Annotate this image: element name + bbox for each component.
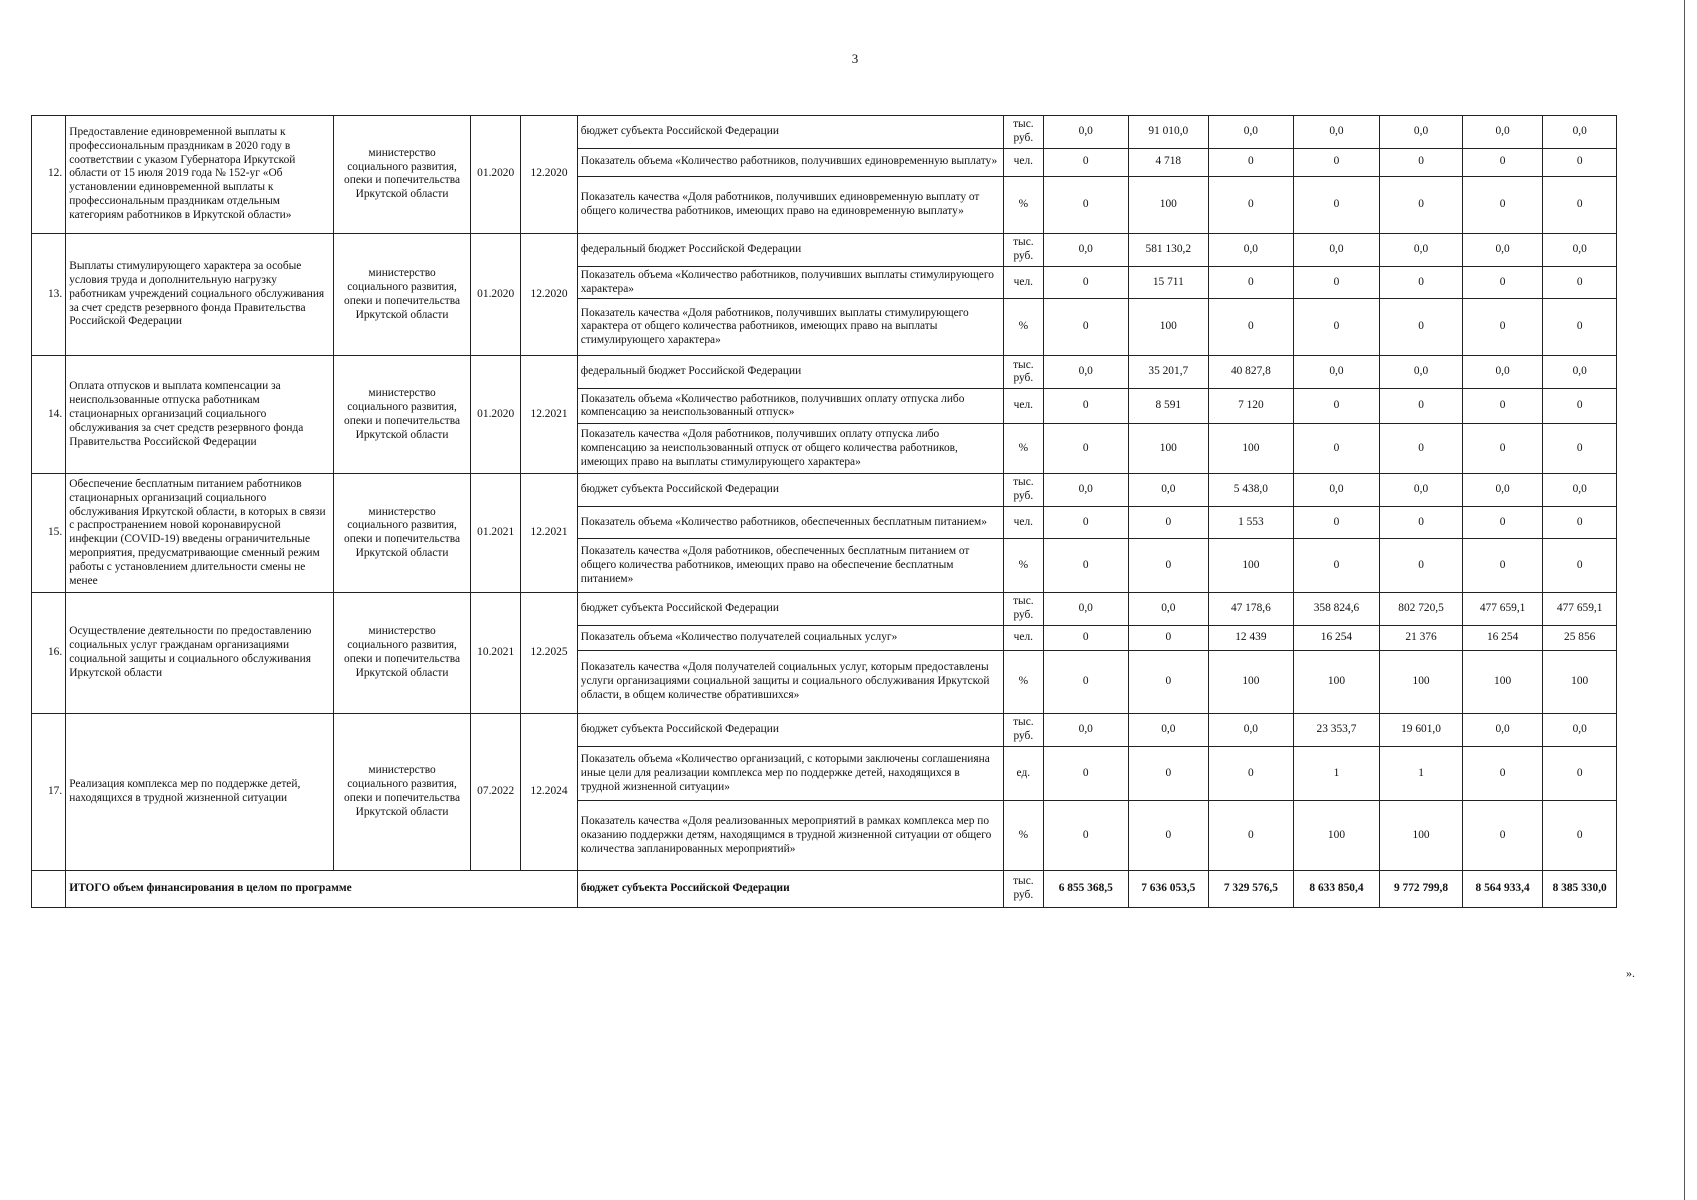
measure-name: Предоставление единовременной выплаты к профессиональным праздникам в 2020 году в соответствии с указом Губернатора Иркутской области от 15 июля 2019 года № 152-уг «Об установлении единовременной выплаты к профессиональным праздникам отдельным категориям работников в Иркутской области» bbox=[66, 116, 334, 234]
value-cell: 0 bbox=[1380, 507, 1463, 539]
value-cell: 100 bbox=[1543, 651, 1617, 714]
value-cell: 0 bbox=[1209, 747, 1294, 801]
responsible-executor: министерство социального развития, опеки и попечительства Иркутской области bbox=[334, 714, 471, 871]
value-cell: 0 bbox=[1043, 176, 1128, 233]
indicator-name: Показатель объема «Количество получателей социальных услуг» bbox=[577, 626, 1003, 651]
value-cell: 0,0 bbox=[1043, 233, 1128, 266]
value-cell: 0 bbox=[1462, 801, 1543, 871]
total-value: 6 855 368,5 bbox=[1043, 871, 1128, 908]
value-cell: 0,0 bbox=[1543, 474, 1617, 507]
value-cell: 0 bbox=[1209, 801, 1294, 871]
unit-of-measure: тыс. руб. bbox=[1003, 593, 1043, 626]
value-cell: 0 bbox=[1209, 266, 1294, 299]
unit-of-measure: чел. bbox=[1003, 507, 1043, 539]
unit-of-measure: тыс. руб. bbox=[1003, 356, 1043, 389]
value-cell: 581 130,2 bbox=[1128, 233, 1209, 266]
value-cell: 1 bbox=[1380, 747, 1463, 801]
value-cell: 0 bbox=[1543, 424, 1617, 474]
unit-of-measure: тыс. руб. bbox=[1003, 714, 1043, 747]
value-cell: 0,0 bbox=[1462, 116, 1543, 149]
value-cell: 40 827,8 bbox=[1209, 356, 1294, 389]
value-cell: 0,0 bbox=[1293, 233, 1380, 266]
start-date: 01.2020 bbox=[471, 116, 521, 234]
value-cell: 0,0 bbox=[1293, 116, 1380, 149]
value-cell: 477 659,1 bbox=[1462, 593, 1543, 626]
value-cell: 100 bbox=[1462, 651, 1543, 714]
value-cell: 21 376 bbox=[1380, 626, 1463, 651]
value-cell: 0 bbox=[1293, 148, 1380, 176]
value-cell: 0 bbox=[1128, 539, 1209, 593]
value-cell: 0 bbox=[1043, 539, 1128, 593]
total-unit: тыс. руб. bbox=[1003, 871, 1043, 908]
unit-of-measure: чел. bbox=[1003, 148, 1043, 176]
value-cell: 0 bbox=[1043, 651, 1128, 714]
value-cell: 0,0 bbox=[1543, 233, 1617, 266]
total-value: 8 385 330,0 bbox=[1543, 871, 1617, 908]
value-cell: 0 bbox=[1543, 299, 1617, 356]
value-cell: 0,0 bbox=[1380, 474, 1463, 507]
indicator-name: Показатель качества «Доля работников, получивших единовременную выплату от общего количества работников, имеющих право на единовременную выплату» bbox=[577, 176, 1003, 233]
value-cell: 0 bbox=[1543, 801, 1617, 871]
value-cell: 0 bbox=[1293, 176, 1380, 233]
indicator-name: Показатель качества «Доля работников, получивших оплату отпуска либо компенсацию за неиспользованный отпуск от общего количества работников, имеющих право на выплаты стимулирующего характера» bbox=[577, 424, 1003, 474]
value-cell: 4 718 bbox=[1128, 148, 1209, 176]
table-row bbox=[32, 116, 1617, 149]
value-cell: 0 bbox=[1380, 389, 1463, 424]
value-cell: 0 bbox=[1462, 148, 1543, 176]
value-cell: 0,0 bbox=[1209, 116, 1294, 149]
value-cell: 0 bbox=[1543, 539, 1617, 593]
program-table bbox=[31, 115, 1617, 908]
end-date: 12.2021 bbox=[521, 474, 577, 593]
value-cell: 1 bbox=[1293, 747, 1380, 801]
value-cell: 0 bbox=[1043, 626, 1128, 651]
table-row bbox=[32, 714, 1617, 747]
value-cell: 16 254 bbox=[1293, 626, 1380, 651]
unit-of-measure: тыс. руб. bbox=[1003, 116, 1043, 149]
value-cell: 0,0 bbox=[1543, 116, 1617, 149]
end-date: 12.2020 bbox=[521, 233, 577, 356]
value-cell: 0 bbox=[1293, 266, 1380, 299]
value-cell: 0,0 bbox=[1380, 233, 1463, 266]
total-value: 7 329 576,5 bbox=[1209, 871, 1294, 908]
value-cell: 0 bbox=[1462, 299, 1543, 356]
unit-of-measure: ед. bbox=[1003, 747, 1043, 801]
value-cell: 100 bbox=[1293, 651, 1380, 714]
row-number: 15. bbox=[32, 474, 66, 593]
total-value: 8 633 850,4 bbox=[1293, 871, 1380, 908]
value-cell: 100 bbox=[1293, 801, 1380, 871]
value-cell: 0,0 bbox=[1128, 474, 1209, 507]
value-cell: 15 711 bbox=[1128, 266, 1209, 299]
value-cell: 0,0 bbox=[1543, 356, 1617, 389]
start-date: 10.2021 bbox=[471, 593, 521, 714]
value-cell: 0 bbox=[1380, 176, 1463, 233]
value-cell: 358 824,6 bbox=[1293, 593, 1380, 626]
unit-of-measure: чел. bbox=[1003, 626, 1043, 651]
value-cell: 0,0 bbox=[1293, 474, 1380, 507]
row-number: 14. bbox=[32, 356, 66, 474]
value-cell: 0,0 bbox=[1043, 714, 1128, 747]
value-cell: 0 bbox=[1380, 539, 1463, 593]
unit-of-measure: чел. bbox=[1003, 266, 1043, 299]
measure-name: Оплата отпусков и выплата компенсации за неиспользованные отпуска работникам стационарных организаций социального обслуживания за счет средств резервного фонда Правительства Российской Федерации bbox=[66, 356, 334, 474]
value-cell: 0 bbox=[1128, 626, 1209, 651]
value-cell: 0 bbox=[1462, 747, 1543, 801]
table-row bbox=[32, 233, 1617, 266]
value-cell: 0 bbox=[1043, 148, 1128, 176]
value-cell: 8 591 bbox=[1128, 389, 1209, 424]
unit-of-measure: % bbox=[1003, 299, 1043, 356]
unit-of-measure: чел. bbox=[1003, 389, 1043, 424]
responsible-executor: министерство социального развития, опеки и попечительства Иркутской области bbox=[334, 233, 471, 356]
value-cell: 0 bbox=[1293, 539, 1380, 593]
total-indicator: бюджет субъекта Российской Федерации bbox=[577, 871, 1003, 908]
value-cell: 0 bbox=[1043, 747, 1128, 801]
start-date: 01.2020 bbox=[471, 356, 521, 474]
value-cell: 0 bbox=[1128, 507, 1209, 539]
table-row bbox=[32, 356, 1617, 389]
unit-of-measure: % bbox=[1003, 651, 1043, 714]
unit-of-measure: % bbox=[1003, 424, 1043, 474]
value-cell: 0 bbox=[1043, 507, 1128, 539]
value-cell: 0 bbox=[1293, 299, 1380, 356]
value-cell: 0 bbox=[1209, 299, 1294, 356]
value-cell: 802 720,5 bbox=[1380, 593, 1463, 626]
end-date: 12.2025 bbox=[521, 593, 577, 714]
indicator-name: бюджет субъекта Российской Федерации bbox=[577, 593, 1003, 626]
value-cell: 0,0 bbox=[1543, 714, 1617, 747]
value-cell: 0 bbox=[1380, 148, 1463, 176]
value-cell: 0 bbox=[1543, 507, 1617, 539]
value-cell: 0,0 bbox=[1128, 593, 1209, 626]
start-date: 07.2022 bbox=[471, 714, 521, 871]
value-cell: 23 353,7 bbox=[1293, 714, 1380, 747]
row-number: 17. bbox=[32, 714, 66, 871]
unit-of-measure: тыс. руб. bbox=[1003, 474, 1043, 507]
value-cell: 0,0 bbox=[1128, 714, 1209, 747]
value-cell: 0 bbox=[1543, 148, 1617, 176]
table-row bbox=[32, 593, 1617, 626]
total-value: 8 564 933,4 bbox=[1462, 871, 1543, 908]
value-cell: 100 bbox=[1209, 539, 1294, 593]
closing-quote: ». bbox=[1626, 966, 1635, 980]
value-cell: 100 bbox=[1128, 424, 1209, 474]
value-cell: 0 bbox=[1543, 176, 1617, 233]
value-cell: 0 bbox=[1462, 176, 1543, 233]
measure-name: Реализация комплекса мер по поддержке детей, находящихся в трудной жизненной ситуации bbox=[66, 714, 334, 871]
value-cell: 0 bbox=[1043, 801, 1128, 871]
indicator-name: Показатель качества «Доля реализованных мероприятий в рамках комплекса мер по оказанию поддержки детям, находящимся в трудной жизненной ситуации от общего количества запланированных мероприятий» bbox=[577, 801, 1003, 871]
table-body bbox=[32, 116, 1617, 908]
value-cell: 0,0 bbox=[1043, 593, 1128, 626]
value-cell: 0 bbox=[1462, 507, 1543, 539]
value-cell: 0,0 bbox=[1462, 714, 1543, 747]
value-cell: 0,0 bbox=[1380, 356, 1463, 389]
value-cell: 0 bbox=[1043, 299, 1128, 356]
value-cell: 0 bbox=[1209, 176, 1294, 233]
unit-of-measure: % bbox=[1003, 176, 1043, 233]
total-value: 7 636 053,5 bbox=[1128, 871, 1209, 908]
indicator-name: федеральный бюджет Российской Федерации bbox=[577, 233, 1003, 266]
indicator-name: Показатель качества «Доля работников, получивших выплаты стимулирующего характера от общего количества работников, имеющих право на выплаты стимулирующего характера» bbox=[577, 299, 1003, 356]
page-number: 3 bbox=[851, 51, 859, 66]
value-cell: 0 bbox=[1380, 266, 1463, 299]
value-cell: 0 bbox=[1543, 389, 1617, 424]
value-cell: 0 bbox=[1043, 389, 1128, 424]
measure-name: Выплаты стимулирующего характера за особые условия труда и дополнительную нагрузку работникам учреждений социального обслуживания за счет средств резервного фонда Правительства Российской Федерации bbox=[66, 233, 334, 356]
end-date: 12.2024 bbox=[521, 714, 577, 871]
responsible-executor: министерство социального развития, опеки и попечительства Иркутской области bbox=[334, 593, 471, 714]
measure-name: Осуществление деятельности по предоставлению социальных услуг гражданам организациями социальной защиты и социального обслуживания Иркутской области bbox=[66, 593, 334, 714]
unit-of-measure: % bbox=[1003, 539, 1043, 593]
indicator-name: Показатель качества «Доля работников, обеспеченных бесплатным питанием от общего количества работников, имеющих право на обеспечение бесплатным питанием» bbox=[577, 539, 1003, 593]
scan-edge-line bbox=[1684, 0, 1685, 1200]
value-cell: 0 bbox=[1128, 651, 1209, 714]
table-row bbox=[32, 474, 1617, 507]
value-cell: 25 856 bbox=[1543, 626, 1617, 651]
value-cell: 0 bbox=[1128, 747, 1209, 801]
value-cell: 100 bbox=[1209, 651, 1294, 714]
value-cell: 0,0 bbox=[1043, 356, 1128, 389]
value-cell: 5 438,0 bbox=[1209, 474, 1294, 507]
value-cell: 7 120 bbox=[1209, 389, 1294, 424]
unit-of-measure: тыс. руб. bbox=[1003, 233, 1043, 266]
total-label: ИТОГО объем финансирования в целом по программе bbox=[66, 871, 578, 908]
indicator-name: Показатель объема «Количество работников, получивших выплаты стимулирующего характера» bbox=[577, 266, 1003, 299]
value-cell: 0,0 bbox=[1043, 474, 1128, 507]
indicator-name: Показатель объема «Количество работников, получивших оплату отпуска либо компенсацию за неиспользованный отпуск» bbox=[577, 389, 1003, 424]
measure-name: Обеспечение бесплатным питанием работников стационарных организаций социального обслуживания Иркутской области, в которых в связи с распространением новой коронавирусной инфекции (COVID-19) введены ограничительные мероприятия, предусматривающие сменный режим работы с установлением длительности смены не менее bbox=[66, 474, 334, 593]
responsible-executor: министерство социального развития, опеки и попечительства Иркутской области bbox=[334, 116, 471, 234]
row-number: 16. bbox=[32, 593, 66, 714]
value-cell: 1 553 bbox=[1209, 507, 1294, 539]
value-cell: 0 bbox=[1043, 266, 1128, 299]
value-cell: 0,0 bbox=[1293, 356, 1380, 389]
value-cell: 0 bbox=[1462, 539, 1543, 593]
value-cell: 100 bbox=[1380, 651, 1463, 714]
row-number: 12. bbox=[32, 116, 66, 234]
value-cell: 100 bbox=[1128, 299, 1209, 356]
value-cell: 0,0 bbox=[1462, 233, 1543, 266]
value-cell: 0,0 bbox=[1209, 714, 1294, 747]
value-cell: 0 bbox=[1462, 389, 1543, 424]
value-cell: 100 bbox=[1380, 801, 1463, 871]
value-cell: 477 659,1 bbox=[1543, 593, 1617, 626]
value-cell: 47 178,6 bbox=[1209, 593, 1294, 626]
indicator-name: Показатель объема «Количество работников, обеспеченных бесплатным питанием» bbox=[577, 507, 1003, 539]
responsible-executor: министерство социального развития, опеки и попечительства Иркутской области bbox=[334, 474, 471, 593]
value-cell: 0 bbox=[1209, 148, 1294, 176]
value-cell: 0 bbox=[1543, 747, 1617, 801]
row-number: 13. bbox=[32, 233, 66, 356]
total-number-cell bbox=[32, 871, 66, 908]
value-cell: 0 bbox=[1462, 266, 1543, 299]
value-cell: 0,0 bbox=[1209, 233, 1294, 266]
total-row bbox=[32, 871, 1617, 908]
value-cell: 0,0 bbox=[1380, 116, 1463, 149]
indicator-name: бюджет субъекта Российской Федерации bbox=[577, 714, 1003, 747]
value-cell: 91 010,0 bbox=[1128, 116, 1209, 149]
value-cell: 0 bbox=[1380, 299, 1463, 356]
indicator-name: федеральный бюджет Российской Федерации bbox=[577, 356, 1003, 389]
value-cell: 0 bbox=[1462, 424, 1543, 474]
indicator-name: Показатель качества «Доля получателей социальных услуг, которым предоставлены услуги организациями социальной защиты и социального обслуживания Иркутской области, в общем количестве обратившихся» bbox=[577, 651, 1003, 714]
value-cell: 0 bbox=[1380, 424, 1463, 474]
value-cell: 0 bbox=[1543, 266, 1617, 299]
value-cell: 19 601,0 bbox=[1380, 714, 1463, 747]
start-date: 01.2021 bbox=[471, 474, 521, 593]
value-cell: 0,0 bbox=[1462, 474, 1543, 507]
indicator-name: Показатель объема «Количество организаций, с которыми заключены соглашенияна иные цели для реализации комплекса мер по поддержке детей, находящихся в трудной жизненной ситуации» bbox=[577, 747, 1003, 801]
indicator-name: бюджет субъекта Российской Федерации bbox=[577, 116, 1003, 149]
total-value: 9 772 799,8 bbox=[1380, 871, 1463, 908]
indicator-name: Показатель объема «Количество работников, получивших единовременную выплату» bbox=[577, 148, 1003, 176]
value-cell: 0 bbox=[1293, 389, 1380, 424]
value-cell: 0,0 bbox=[1043, 116, 1128, 149]
end-date: 12.2020 bbox=[521, 116, 577, 234]
value-cell: 0 bbox=[1128, 801, 1209, 871]
value-cell: 12 439 bbox=[1209, 626, 1294, 651]
value-cell: 100 bbox=[1128, 176, 1209, 233]
end-date: 12.2021 bbox=[521, 356, 577, 474]
start-date: 01.2020 bbox=[471, 233, 521, 356]
responsible-executor: министерство социального развития, опеки и попечительства Иркутской области bbox=[334, 356, 471, 474]
value-cell: 35 201,7 bbox=[1128, 356, 1209, 389]
indicator-name: бюджет субъекта Российской Федерации bbox=[577, 474, 1003, 507]
unit-of-measure: % bbox=[1003, 801, 1043, 871]
value-cell: 0 bbox=[1043, 424, 1128, 474]
value-cell: 0 bbox=[1293, 507, 1380, 539]
value-cell: 16 254 bbox=[1462, 626, 1543, 651]
value-cell: 0,0 bbox=[1462, 356, 1543, 389]
value-cell: 0 bbox=[1293, 424, 1380, 474]
value-cell: 100 bbox=[1209, 424, 1294, 474]
